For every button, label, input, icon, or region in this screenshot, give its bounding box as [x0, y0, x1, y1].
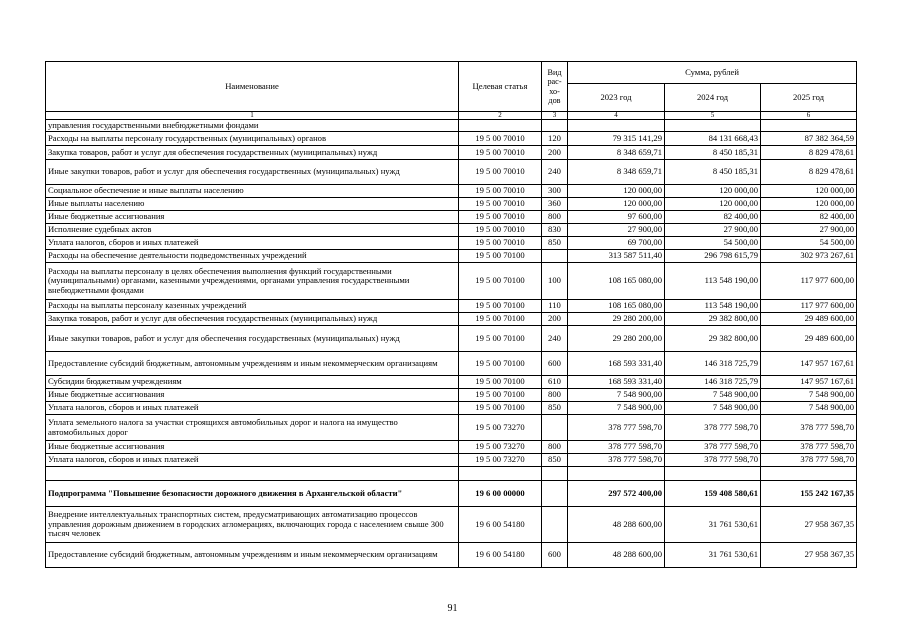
table-row	[46, 237, 857, 250]
row-sum-2025: 378 777 598,70	[761, 441, 857, 454]
row-sum-2025: 27 958 367,35	[761, 543, 857, 568]
row-name: Уплата налогов, сборов и иных платежей	[46, 454, 459, 467]
empty-row	[46, 467, 857, 481]
table-row	[46, 198, 857, 211]
row-expense-type	[542, 250, 568, 263]
page-number: 91	[447, 603, 458, 614]
row-name: Расходы на выплаты персоналу государственных (муниципальных) органов	[46, 132, 459, 146]
row-name: Расходы на выплаты персоналу в целях обеспечения выполнения функций государственными (муниципальными) органами, казенными учреждениями, органами управления государственными внебюджетными фондами	[46, 263, 459, 300]
row-target-code: 19 5 00 70100	[459, 313, 542, 326]
row-name: Иные выплаты населению	[46, 198, 459, 211]
row-name: Предоставление субсидий бюджетным, автономным учреждениям и иным некоммерческим организациям	[46, 543, 459, 568]
row-target-code: 19 5 00 70100	[459, 352, 542, 376]
row-sum-2025: 82 400,00	[761, 211, 857, 224]
table-row	[46, 160, 857, 185]
subprogram-row	[46, 481, 857, 507]
row-target-code	[459, 120, 542, 132]
row-target-code: 19 5 00 70100	[459, 326, 542, 352]
row-expense-type: 360	[542, 198, 568, 211]
row-expense-type: 800	[542, 211, 568, 224]
row-sum-2025: 29 489 600,00	[761, 313, 857, 326]
row-sum-2024: 8 450 185,31	[665, 160, 761, 185]
header-year-2023: 2023 год	[568, 84, 665, 112]
row-sum-2023: 313 587 511,40	[568, 250, 665, 263]
row-sum-2025: 7 548 900,00	[761, 389, 857, 402]
row-sum-2023: 120 000,00	[568, 198, 665, 211]
row-sum-2024: 159 408 580,61	[665, 481, 761, 507]
row-sum-2024: 378 777 598,70	[665, 441, 761, 454]
row-sum-2024: 31 761 530,61	[665, 543, 761, 568]
row-name: Предоставление субсидий бюджетным, автономным учреждениям и иным некоммерческим организациям	[46, 352, 459, 376]
row-expense-type: 800	[542, 441, 568, 454]
row-expense-type	[542, 120, 568, 132]
row-name: Подпрограмма "Повышение безопасности дорожного движения в Архангельской области"	[46, 481, 459, 507]
row-sum-2023: 168 593 331,40	[568, 352, 665, 376]
row-expense-type: 850	[542, 454, 568, 467]
row-target-code: 19 6 00 00000	[459, 481, 542, 507]
row-sum-2025: 120 000,00	[761, 198, 857, 211]
row-sum-2023: 8 348 659,71	[568, 146, 665, 160]
row-sum-2023	[568, 467, 665, 481]
row-sum-2025: 87 382 364,59	[761, 132, 857, 146]
column-number: 3	[542, 112, 568, 120]
row-target-code: 19 5 00 73270	[459, 415, 542, 441]
row-expense-type: 300	[542, 185, 568, 198]
row-expense-type	[542, 415, 568, 441]
row-sum-2023	[568, 120, 665, 132]
row-name: управления государственными внебюджетными фондами	[46, 120, 459, 132]
row-target-code: 19 6 00 54180	[459, 507, 542, 543]
table-row	[46, 415, 857, 441]
row-sum-2025: 155 242 167,35	[761, 481, 857, 507]
header-year-2024: 2024 год	[665, 84, 761, 112]
row-target-code: 19 5 00 70010	[459, 237, 542, 250]
row-target-code: 19 5 00 70010	[459, 132, 542, 146]
row-sum-2025: 302 973 267,61	[761, 250, 857, 263]
row-sum-2024: 113 548 190,00	[665, 300, 761, 313]
column-numbers-row	[46, 112, 857, 120]
row-sum-2025: 27 900,00	[761, 224, 857, 237]
row-target-code: 19 5 00 70100	[459, 250, 542, 263]
row-target-code: 19 5 00 70010	[459, 211, 542, 224]
row-expense-type: 110	[542, 300, 568, 313]
row-expense-type: 610	[542, 376, 568, 389]
row-sum-2025: 378 777 598,70	[761, 454, 857, 467]
row-target-code	[459, 467, 542, 481]
row-expense-type: 830	[542, 224, 568, 237]
row-name: Уплата налогов, сборов и иных платежей	[46, 237, 459, 250]
row-sum-2025: 147 957 167,61	[761, 352, 857, 376]
row-target-code: 19 6 00 54180	[459, 543, 542, 568]
table-row	[46, 185, 857, 198]
table-row	[46, 224, 857, 237]
row-target-code: 19 5 00 70010	[459, 185, 542, 198]
table-row	[46, 507, 857, 543]
table-row	[46, 543, 857, 568]
row-target-code: 19 5 00 70010	[459, 146, 542, 160]
row-sum-2024: 120 000,00	[665, 185, 761, 198]
row-sum-2023: 108 165 080,00	[568, 300, 665, 313]
row-sum-2025: 8 829 478,61	[761, 146, 857, 160]
row-sum-2023: 378 777 598,70	[568, 415, 665, 441]
row-sum-2024	[665, 467, 761, 481]
header-year-2025: 2025 год	[761, 84, 857, 112]
row-sum-2023: 69 700,00	[568, 237, 665, 250]
row-sum-2025: 7 548 900,00	[761, 402, 857, 415]
row-name: Иные бюджетные ассигнования	[46, 389, 459, 402]
row-sum-2023: 27 900,00	[568, 224, 665, 237]
row-sum-2023: 7 548 900,00	[568, 389, 665, 402]
row-sum-2025: 120 000,00	[761, 185, 857, 198]
row-sum-2025: 117 977 600,00	[761, 300, 857, 313]
row-sum-2024	[665, 120, 761, 132]
row-sum-2025: 117 977 600,00	[761, 263, 857, 300]
row-sum-2024: 54 500,00	[665, 237, 761, 250]
row-name: Закупка товаров, работ и услуг для обеспечения государственных (муниципальных) нужд	[46, 146, 459, 160]
row-expense-type	[542, 507, 568, 543]
row-target-code: 19 5 00 70010	[459, 198, 542, 211]
table-body	[46, 120, 857, 568]
row-name: Иные закупки товаров, работ и услуг для обеспечения государственных (муниципальных) нужд	[46, 326, 459, 352]
row-sum-2023: 297 572 400,00	[568, 481, 665, 507]
row-sum-2023: 48 288 600,00	[568, 507, 665, 543]
row-sum-2025: 378 777 598,70	[761, 415, 857, 441]
budget-table	[45, 61, 857, 568]
row-name: Субсидии бюджетным учреждениям	[46, 376, 459, 389]
table-row	[46, 454, 857, 467]
row-expense-type: 100	[542, 263, 568, 300]
row-sum-2024: 296 798 615,79	[665, 250, 761, 263]
row-expense-type: 200	[542, 313, 568, 326]
row-sum-2024: 31 761 530,61	[665, 507, 761, 543]
row-sum-2023: 79 315 141,29	[568, 132, 665, 146]
row-sum-2024: 7 548 900,00	[665, 402, 761, 415]
table-row	[46, 146, 857, 160]
row-target-code: 19 5 00 73270	[459, 441, 542, 454]
row-sum-2024: 27 900,00	[665, 224, 761, 237]
row-expense-type: 850	[542, 237, 568, 250]
table-row	[46, 389, 857, 402]
row-target-code: 19 5 00 70100	[459, 300, 542, 313]
row-sum-2024: 378 777 598,70	[665, 415, 761, 441]
row-sum-2024: 29 382 800,00	[665, 326, 761, 352]
row-sum-2024: 7 548 900,00	[665, 389, 761, 402]
row-name	[46, 467, 459, 481]
row-name: Расходы на обеспечение деятельности подведомственных учреждений	[46, 250, 459, 263]
row-sum-2024: 113 548 190,00	[665, 263, 761, 300]
row-expense-type	[542, 467, 568, 481]
row-target-code: 19 5 00 73270	[459, 454, 542, 467]
table-row	[46, 263, 857, 300]
row-target-code: 19 5 00 70100	[459, 376, 542, 389]
table-row	[46, 376, 857, 389]
row-name: Иные закупки товаров, работ и услуг для обеспечения государственных (муниципальных) нужд	[46, 160, 459, 185]
row-sum-2024: 378 777 598,70	[665, 454, 761, 467]
row-name: Уплата земельного налога за участки строящихся автомобильных дорог и налога на имущество автомобильных дорог	[46, 415, 459, 441]
row-expense-type: 120	[542, 132, 568, 146]
header-target-article: Целевая статья	[459, 62, 542, 112]
row-sum-2025: 27 958 367,35	[761, 507, 857, 543]
row-sum-2024: 82 400,00	[665, 211, 761, 224]
row-sum-2024: 8 450 185,31	[665, 146, 761, 160]
column-number: 1	[46, 112, 459, 120]
table-header	[46, 62, 857, 120]
row-sum-2024: 29 382 800,00	[665, 313, 761, 326]
table-row	[46, 313, 857, 326]
row-name: Исполнение судебных актов	[46, 224, 459, 237]
row-sum-2024: 120 000,00	[665, 198, 761, 211]
table-row	[46, 402, 857, 415]
header-expense-type: Вид рас- хо- дов	[542, 62, 568, 112]
table-row	[46, 441, 857, 454]
row-expense-type: 800	[542, 389, 568, 402]
row-expense-type: 200	[542, 146, 568, 160]
column-number: 5	[665, 112, 761, 120]
row-sum-2023: 48 288 600,00	[568, 543, 665, 568]
row-name: Иные бюджетные ассигнования	[46, 211, 459, 224]
row-sum-2025: 29 489 600,00	[761, 326, 857, 352]
row-target-code: 19 5 00 70100	[459, 402, 542, 415]
column-number: 4	[568, 112, 665, 120]
row-name: Уплата налогов, сборов и иных платежей	[46, 402, 459, 415]
row-expense-type: 240	[542, 160, 568, 185]
row-target-code: 19 5 00 70010	[459, 160, 542, 185]
row-name: Иные бюджетные ассигнования	[46, 441, 459, 454]
row-expense-type: 600	[542, 352, 568, 376]
row-name: Социальное обеспечение и иные выплаты населению	[46, 185, 459, 198]
row-name: Расходы на выплаты персоналу казенных учреждений	[46, 300, 459, 313]
column-number: 6	[761, 112, 857, 120]
row-name: Внедрение интеллектуальных транспортных систем, предусматривающих автоматизацию процессов управления дорожным движением в городских агломерациях, включающих города с населением свыше 300 тысяч человек	[46, 507, 459, 543]
table-row	[46, 326, 857, 352]
table-row	[46, 352, 857, 376]
header-name: Наименование	[46, 62, 459, 112]
row-sum-2024: 146 318 725,79	[665, 352, 761, 376]
table-row	[46, 132, 857, 146]
row-sum-2024: 146 318 725,79	[665, 376, 761, 389]
table-row	[46, 211, 857, 224]
row-sum-2023: 108 165 080,00	[568, 263, 665, 300]
row-sum-2023: 168 593 331,40	[568, 376, 665, 389]
row-expense-type: 600	[542, 543, 568, 568]
row-sum-2025	[761, 120, 857, 132]
row-sum-2025	[761, 467, 857, 481]
column-number: 2	[459, 112, 542, 120]
row-sum-2025: 147 957 167,61	[761, 376, 857, 389]
row-expense-type: 850	[542, 402, 568, 415]
table-row	[46, 300, 857, 313]
row-name: Закупка товаров, работ и услуг для обеспечения государственных (муниципальных) нужд	[46, 313, 459, 326]
table-row	[46, 250, 857, 263]
row-target-code: 19 5 00 70100	[459, 263, 542, 300]
row-sum-2024: 84 131 668,43	[665, 132, 761, 146]
row-target-code: 19 5 00 70010	[459, 224, 542, 237]
row-sum-2023: 29 280 200,00	[568, 313, 665, 326]
row-target-code: 19 5 00 70100	[459, 389, 542, 402]
header-sum: Сумма, рублей	[568, 62, 857, 84]
row-sum-2025: 8 829 478,61	[761, 160, 857, 185]
row-sum-2023: 120 000,00	[568, 185, 665, 198]
table-row	[46, 120, 857, 132]
row-expense-type	[542, 481, 568, 507]
row-sum-2023: 7 548 900,00	[568, 402, 665, 415]
row-sum-2025: 54 500,00	[761, 237, 857, 250]
row-sum-2023: 97 600,00	[568, 211, 665, 224]
row-sum-2023: 378 777 598,70	[568, 454, 665, 467]
row-expense-type: 240	[542, 326, 568, 352]
row-sum-2023: 378 777 598,70	[568, 441, 665, 454]
row-sum-2023: 29 280 200,00	[568, 326, 665, 352]
row-sum-2023: 8 348 659,71	[568, 160, 665, 185]
